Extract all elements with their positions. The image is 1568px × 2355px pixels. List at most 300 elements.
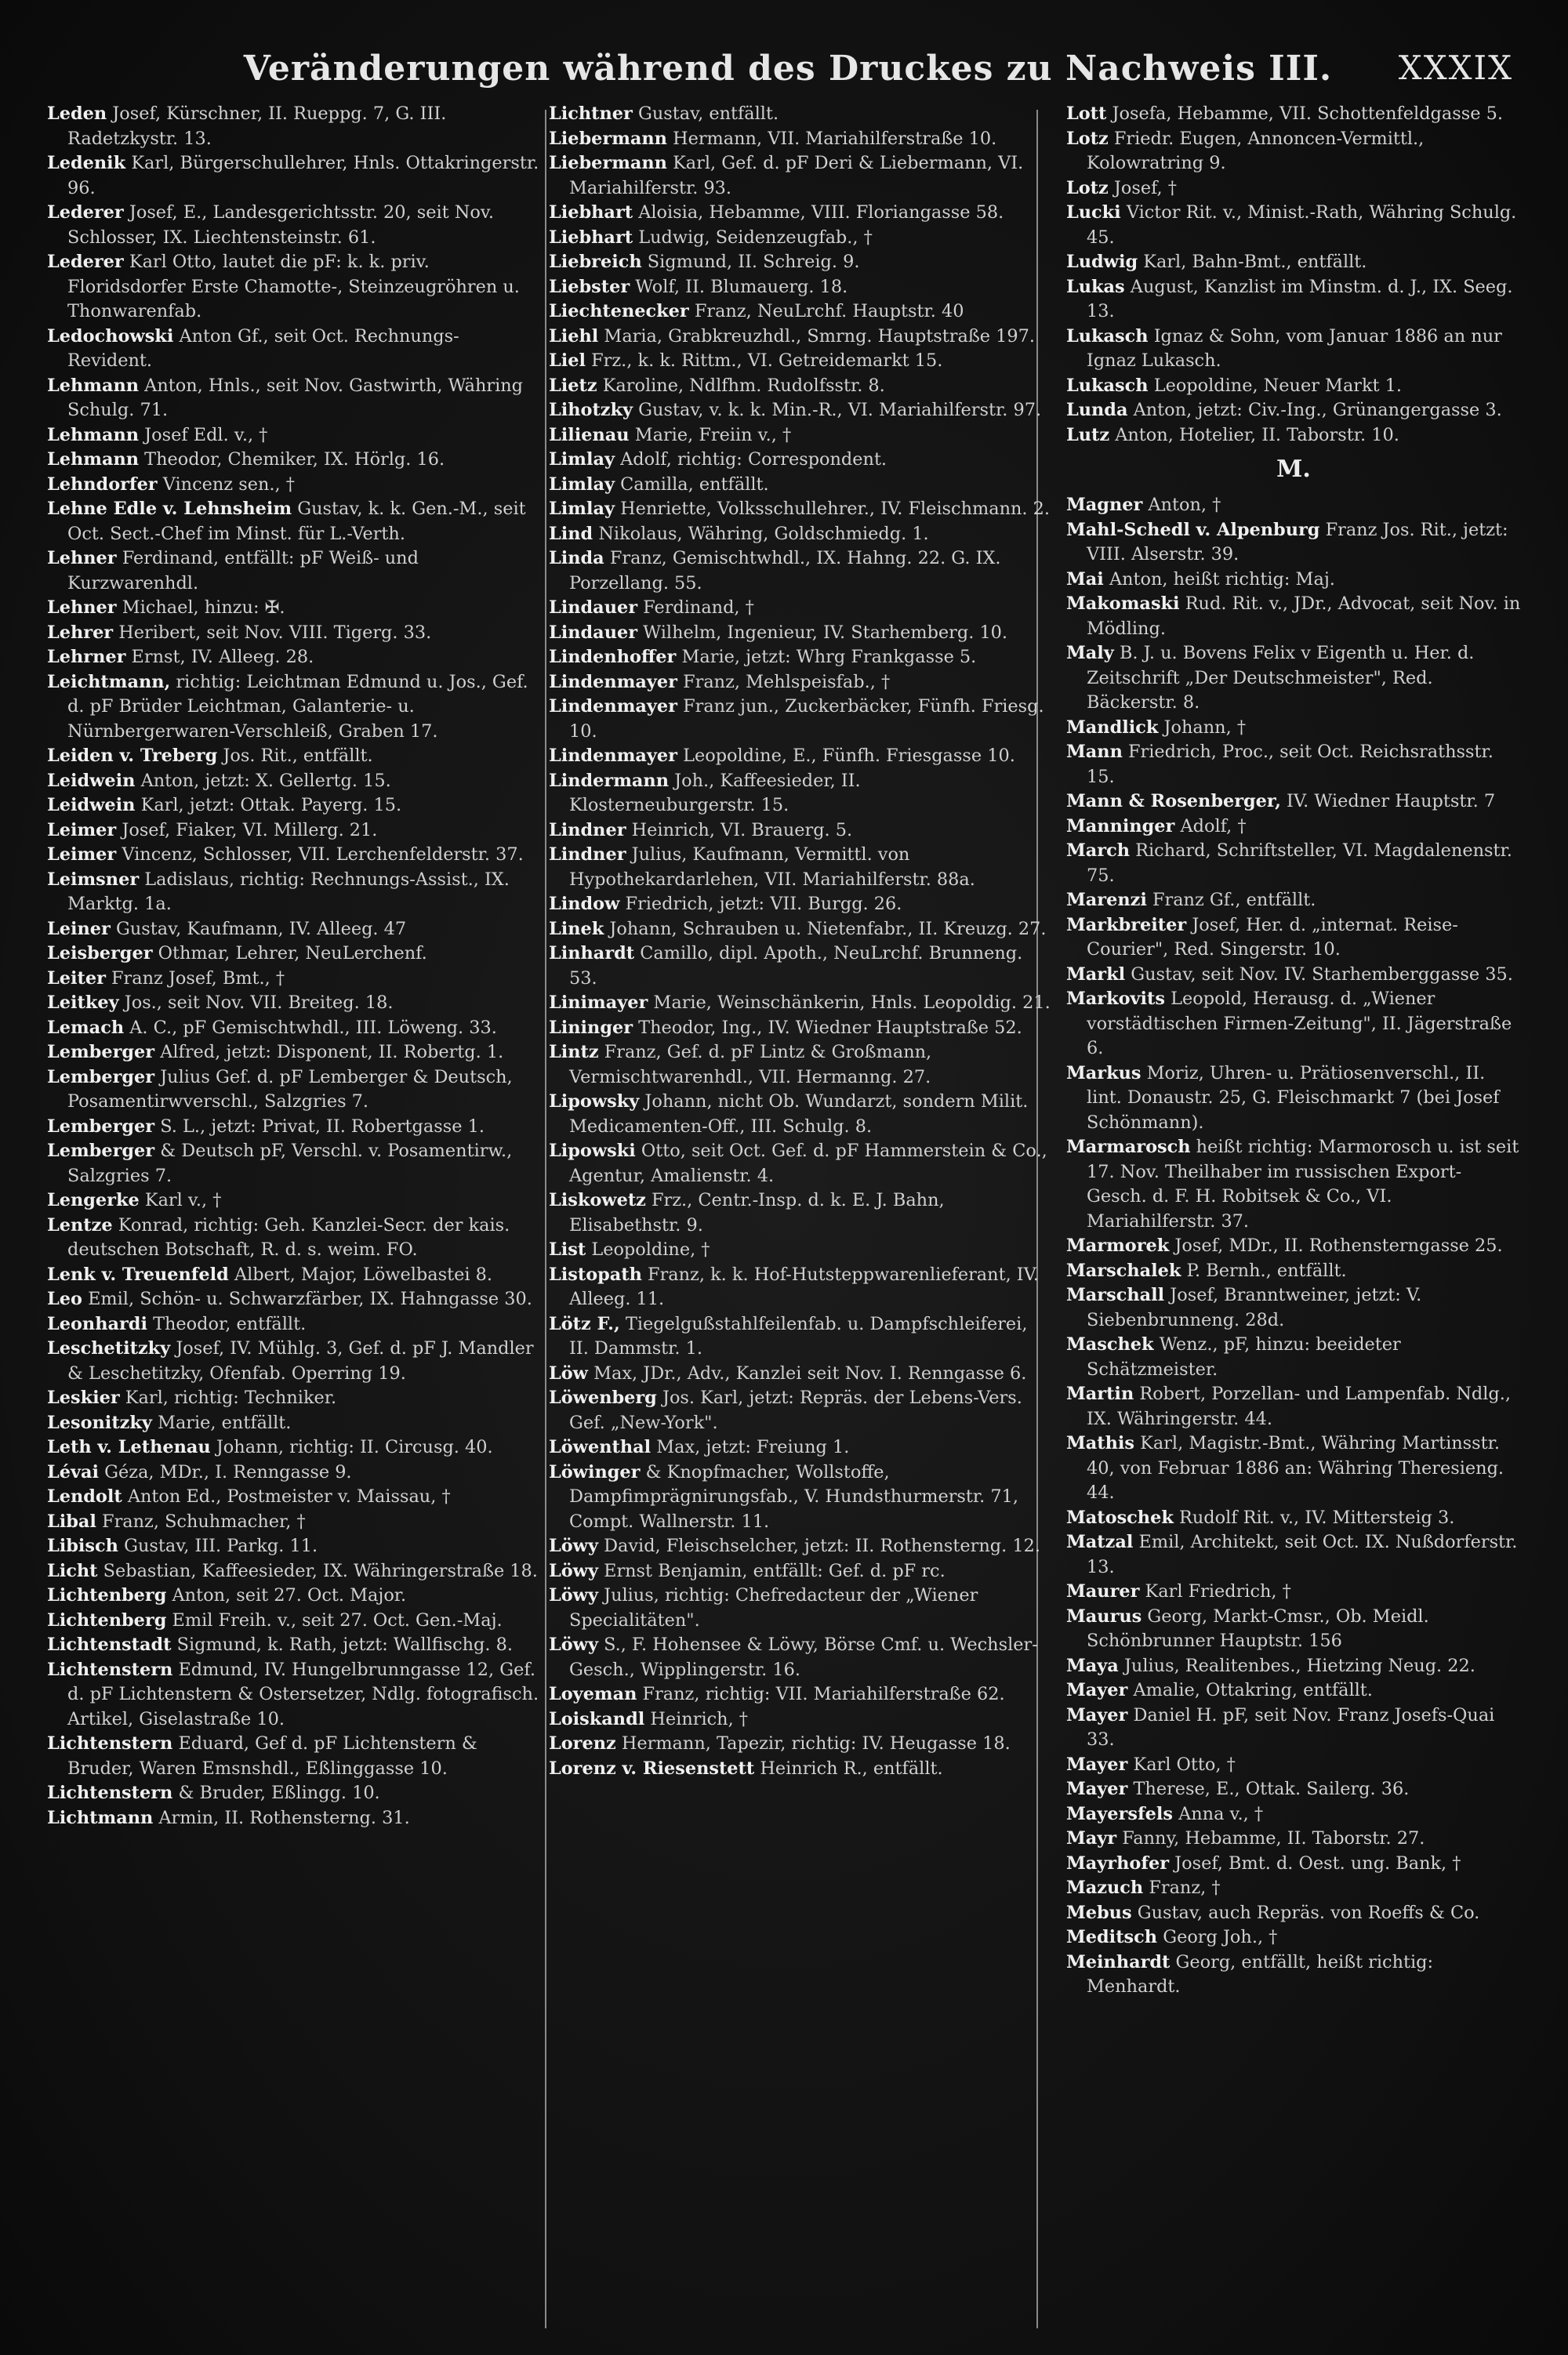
entry-name: Lindermann bbox=[549, 770, 669, 791]
entry-name: Liebreich bbox=[549, 252, 642, 272]
entry-text: Karl, richtig: Techniker. bbox=[125, 1388, 337, 1408]
directory-entry bbox=[549, 645, 1051, 670]
entry-text: Nikolaus, Währing, Goldschmiedg. 1. bbox=[598, 523, 929, 544]
entry-text: Josef, MDr., II. Rothensterngasse 25. bbox=[1174, 1236, 1503, 1256]
directory-entry bbox=[47, 1214, 541, 1263]
entry-text: Gustav, k. k. Gen.-M., seit Oct. Sect.-Chef im Minst. für L.-Verth. bbox=[67, 499, 526, 544]
entry-text: Marie, Weinschänkerin, Hnls. Leopoldig. 21. bbox=[653, 992, 1051, 1013]
entry-text: Géza, MDr., I. Renngasse 9. bbox=[104, 1461, 352, 1482]
entry-name: Lindenhoffer bbox=[549, 647, 677, 667]
entry-text: Anton, Hotelier, II. Taborstr. 10. bbox=[1115, 424, 1399, 445]
entry-name: Lendolt bbox=[47, 1486, 122, 1507]
entry-name: Mayer bbox=[1066, 1779, 1128, 1799]
directory-entry bbox=[549, 1732, 1051, 1757]
directory-entry bbox=[1066, 176, 1521, 201]
entry-name: Lichtenstadt bbox=[47, 1635, 172, 1655]
column-middle bbox=[549, 102, 1051, 2321]
directory-entry bbox=[1066, 102, 1521, 127]
entry-name: Liehl bbox=[549, 325, 599, 347]
directory-entry bbox=[1066, 740, 1521, 789]
entry-text: Hermann, Tapezir, richtig: IV. Heugasse 18. bbox=[621, 1733, 1011, 1754]
entry-text: Ludwig, Seidenzeugfab., † bbox=[638, 227, 873, 248]
entry-text: Franz Jos. Rit., jetzt: VIII. Alserstr. 39. bbox=[1087, 519, 1508, 564]
directory-entry bbox=[549, 1188, 1051, 1238]
entry-name: Lipowsky bbox=[549, 1091, 640, 1112]
entry-name: Lévai bbox=[47, 1461, 100, 1482]
directory-entry bbox=[47, 1485, 541, 1510]
entry-text: Gustav, entfällt. bbox=[637, 103, 779, 124]
directory-entry bbox=[549, 1461, 1051, 1535]
entry-text: Amalie, Ottakring, entfällt. bbox=[1133, 1680, 1373, 1700]
directory-entry bbox=[549, 349, 1051, 374]
directory-entry bbox=[549, 325, 1051, 350]
directory-entry bbox=[549, 546, 1051, 596]
directory-entry bbox=[1066, 1135, 1521, 1234]
entry-name: Leimer bbox=[47, 844, 117, 865]
entry-text: Franz Josef, Bmt., † bbox=[111, 967, 285, 989]
directory-entry bbox=[47, 868, 541, 917]
entry-name: Linda bbox=[549, 548, 604, 568]
entry-name: Lichtenberg bbox=[47, 1609, 167, 1631]
entry-text: Josef, Fiaker, VI. Millerg. 21. bbox=[122, 819, 378, 840]
entry-text: Rud. Rit. v., JDr., Advocat, seit Nov. in Mödling. bbox=[1087, 593, 1521, 639]
entry-text: August, Kanzlist im Minstm. d. J., IX. Seeg. 13. bbox=[1087, 276, 1513, 321]
entry-text: Franz jun., Zuckerbäcker, Fünfh. Friesg. 10. bbox=[569, 696, 1044, 742]
entry-text: Franz, Gef. d. pF Lintz & Großmann, Vermischtwarenhdl., VII. Hermanng. 27. bbox=[569, 1042, 932, 1087]
entry-name: Markbreiter bbox=[1066, 914, 1187, 935]
directory-entry bbox=[549, 497, 1051, 522]
directory-entry bbox=[549, 818, 1051, 844]
entry-text: Rudolf Rit. v., IV. Mittersteig 3. bbox=[1178, 1507, 1455, 1528]
entry-name: Leonhardi bbox=[47, 1313, 147, 1334]
entry-name: Mayer bbox=[1066, 1704, 1128, 1725]
entry-text: Franz, k. k. Hof-Hutsteppwarenlieferant, IV. Alleeg. 11. bbox=[569, 1264, 1040, 1309]
directory-columns bbox=[47, 102, 1521, 2321]
entry-text: Theodor, entfällt. bbox=[153, 1313, 307, 1334]
entry-name: Lichtenstern bbox=[47, 1783, 173, 1803]
entry-text: IV. Wiedner Hauptstr. 7 bbox=[1287, 791, 1496, 811]
directory-entry bbox=[549, 1139, 1051, 1188]
entry-text: Leopoldine, Neuer Markt 1. bbox=[1153, 375, 1403, 396]
entry-name: Liebermann bbox=[549, 153, 667, 173]
directory-entry bbox=[47, 448, 541, 473]
entry-name: Lindner bbox=[549, 844, 626, 865]
page-number: XXXIX bbox=[1398, 49, 1513, 87]
entry-name: Mandlick bbox=[1066, 717, 1159, 738]
entry-text: richtig: Leichtman Edmund u. Jos., Gef. d. pF Brüder Leichtman, Galanterie- u. Nürnbergerwaren-Verschleiß, Graben 17. bbox=[67, 671, 528, 742]
directory-entry bbox=[47, 1287, 541, 1312]
entry-name: Lehrner bbox=[47, 647, 126, 667]
entry-name: Lehne Edle v. Lehnsheim bbox=[47, 499, 292, 519]
entry-text: Anton, † bbox=[1148, 495, 1221, 515]
entry-name: Mann bbox=[1066, 742, 1123, 762]
directory-entry bbox=[1066, 789, 1521, 815]
directory-entry bbox=[47, 1386, 541, 1411]
entry-text: Jos. Karl, jetzt: Repräs. der Lebens-Vers. Gef. „New-York". bbox=[569, 1388, 1022, 1433]
entry-text: Daniel H. pF, seit Nov. Franz Josefs-Quai 33. bbox=[1087, 1704, 1495, 1750]
entry-name: Maya bbox=[1066, 1655, 1119, 1676]
directory-entry bbox=[549, 1362, 1051, 1387]
directory-entry bbox=[47, 793, 541, 818]
directory-entry bbox=[1066, 518, 1521, 568]
entry-text: Georg Joh., † bbox=[1163, 1927, 1278, 1947]
entry-name: Lipowski bbox=[549, 1141, 636, 1161]
entry-name: Liebhart bbox=[549, 202, 633, 223]
entry-name: Markus bbox=[1066, 1062, 1142, 1083]
entry-text: Johann, nicht Ob. Wundarzt, sondern Milit. Medicamenten-Off., III. Schulg. 8. bbox=[569, 1091, 1029, 1137]
directory-entry bbox=[47, 1337, 541, 1386]
entry-name: Marmorek bbox=[1066, 1236, 1170, 1256]
entry-name: Mann & Rosenberger, bbox=[1066, 791, 1281, 811]
directory-entry bbox=[549, 769, 1051, 818]
directory-entry bbox=[549, 843, 1051, 892]
directory-entry bbox=[47, 917, 541, 942]
entry-name: Lindner bbox=[549, 819, 626, 840]
entry-name: Lindenmayer bbox=[549, 746, 677, 766]
entry-text: Leopoldine, † bbox=[591, 1239, 710, 1260]
directory-entry bbox=[47, 151, 541, 201]
entry-name: Lietz bbox=[549, 375, 597, 396]
entry-name: Lunda bbox=[1066, 400, 1128, 420]
entry-text: Ernst, IV. Alleeg. 28. bbox=[131, 647, 314, 667]
entry-name: Leschetitzky bbox=[47, 1338, 171, 1359]
entry-text: Marie, jetzt: Whrg Frankgasse 5. bbox=[681, 647, 977, 667]
entry-text: Ernst Benjamin, entfällt: Gef. d. pF rc. bbox=[604, 1560, 946, 1581]
entry-text: Josef, Kürschner, II. Rueppg. 7, G. III. Radetzkystr. 13. bbox=[67, 103, 447, 149]
directory-entry bbox=[1066, 275, 1521, 325]
entry-text: Othmar, Lehrer, NeuLerchenf. bbox=[158, 943, 427, 963]
entry-text: Wenz., pF, hinzu: beeideter Schätzmeister. bbox=[1087, 1334, 1401, 1380]
entry-text: Gustav, auch Repräs. von Roeffs & Co. bbox=[1137, 1902, 1480, 1923]
entry-name: Lentze bbox=[47, 1214, 113, 1236]
entry-text: Richard, Schriftsteller, VI. Magdalenenstr. 75. bbox=[1087, 840, 1512, 886]
directory-entry bbox=[549, 201, 1051, 226]
entry-text: Heribert, seit Nov. VIII. Tigerg. 33. bbox=[118, 622, 432, 643]
directory-entry bbox=[549, 102, 1051, 127]
entry-name: Lihotzky bbox=[549, 400, 633, 420]
directory-entry bbox=[549, 1633, 1051, 1682]
entry-text: Moriz, Uhren- u. Prätiosenverschl., II. lint. Donaustr. 25, G. Fleischmarkt 7 (bei Josef Schönmann). bbox=[1087, 1062, 1500, 1133]
entry-text: Anton, seit 27. Oct. Major. bbox=[172, 1585, 407, 1606]
entry-text: Ferdinand, entfällt: pF Weiß- und Kurzwarenhdl. bbox=[67, 548, 419, 593]
entry-text: Wolf, II. Blumauerg. 18. bbox=[635, 276, 848, 297]
entry-text: Franz, NeuLrchf. Hauptstr. 40 bbox=[694, 301, 964, 321]
entry-text: Karl Otto, lautet die pF: k. k. priv. Floridsdorfer Erste Chamotte-, Steinzeugröhren u. Thonwarenfab. bbox=[67, 252, 520, 321]
entry-name: Martin bbox=[1066, 1384, 1134, 1404]
entry-text: Julius, richtig: Chefredacteur der „Wiener Specialitäten". bbox=[569, 1585, 978, 1631]
entry-text: Jos., seit Nov. VII. Breiteg. 18. bbox=[124, 992, 394, 1013]
entry-text: Albert, Major, Löwelbastei 8. bbox=[234, 1264, 492, 1285]
entry-text: David, Fleischselcher, jetzt: II. Rothensterng. 12. bbox=[604, 1536, 1040, 1556]
entry-text: Julius, Realitenbes., Hietzing Neug. 22. bbox=[1123, 1655, 1475, 1676]
page-header bbox=[55, 49, 1521, 103]
entry-name: Leiden v. Treberg bbox=[47, 746, 218, 766]
directory-entry bbox=[47, 670, 541, 745]
entry-name: Leo bbox=[47, 1289, 82, 1309]
directory-entry bbox=[549, 892, 1051, 917]
entry-name: Liebhart bbox=[549, 227, 633, 248]
entry-name: Mayer bbox=[1066, 1680, 1128, 1700]
directory-entry bbox=[47, 497, 541, 546]
entry-name: Leiter bbox=[47, 967, 106, 989]
directory-entry bbox=[47, 1115, 541, 1140]
directory-entry bbox=[1066, 398, 1521, 423]
entry-name: Löwenthal bbox=[549, 1437, 652, 1457]
directory-entry bbox=[1066, 1382, 1521, 1432]
entry-name: Lininger bbox=[549, 1017, 633, 1038]
entry-text: & Deutsch pF, Verschl. v. Posamentirw., Salzgries 7. bbox=[67, 1141, 513, 1186]
directory-entry bbox=[549, 744, 1051, 769]
entry-text: P. Bernh., entfällt. bbox=[1186, 1260, 1347, 1281]
entry-text: Georg, Markt-Cmsr., Ob. Meidl. Schönbrunner Hauptstr. 156 bbox=[1087, 1606, 1429, 1651]
entry-text: Armin, II. Rothensterng. 31. bbox=[158, 1807, 410, 1828]
entry-name: Lenk v. Treuenfeld bbox=[47, 1264, 229, 1285]
entry-text: Ladislaus, richtig: Rechnungs-Assist., IX. Marktg. 1a. bbox=[67, 869, 510, 914]
directory-entry bbox=[549, 1435, 1051, 1461]
entry-text: Camilla, entfällt. bbox=[620, 474, 769, 495]
entry-text: Johann, Schrauben u. Nietenfabr., II. Kreuzg. 27. bbox=[609, 918, 1047, 939]
directory-entry bbox=[1066, 1333, 1521, 1382]
entry-text: Henriette, Volksschullehrer., IV. Fleischmann. 2. bbox=[620, 499, 1051, 519]
directory-entry bbox=[549, 1016, 1051, 1041]
directory-entry bbox=[549, 1238, 1051, 1263]
entry-name: Ludwig bbox=[1066, 252, 1138, 272]
entry-text: Michael, hinzu: ✠. bbox=[122, 597, 285, 618]
entry-name: Ledochowski bbox=[47, 325, 174, 347]
directory-entry bbox=[1066, 888, 1521, 913]
directory-entry bbox=[47, 1534, 541, 1559]
entry-text: Therese, E., Ottak. Sailerg. 36. bbox=[1133, 1779, 1410, 1799]
directory-entry bbox=[1066, 1925, 1521, 1950]
entry-name: Lemberger bbox=[47, 1066, 155, 1087]
entry-name: Limlay bbox=[549, 474, 615, 495]
entry-text: Gustav, v. k. k. Min.-R., VI. Mariahilferstr. 97. bbox=[638, 400, 1042, 420]
directory-entry bbox=[549, 1312, 1051, 1362]
directory-entry bbox=[1066, 815, 1521, 840]
entry-name: Leimsner bbox=[47, 869, 140, 890]
entry-text: Karl Friedrich, † bbox=[1145, 1581, 1291, 1602]
entry-name: Markl bbox=[1066, 963, 1126, 985]
entry-text: Ignaz & Sohn, vom Januar 1886 an nur Ignaz Lukasch. bbox=[1087, 325, 1502, 371]
directory-entry bbox=[549, 374, 1051, 399]
directory-entry bbox=[1066, 325, 1521, 374]
entry-text: Heinrich, VI. Brauerg. 5. bbox=[631, 819, 853, 840]
entry-name: Maurus bbox=[1066, 1606, 1142, 1627]
directory-entry bbox=[47, 423, 541, 448]
entry-text: Leopold, Herausg. d. „Wiener vorstädtischen Firmen-Zeitung", II. Jägerstraße 6. bbox=[1087, 989, 1512, 1058]
entry-name: Makomaski bbox=[1066, 593, 1180, 614]
directory-entry bbox=[47, 1461, 541, 1486]
directory-entry bbox=[549, 226, 1051, 251]
entry-text: Ferdinand, † bbox=[643, 597, 754, 618]
directory-entry bbox=[47, 818, 541, 844]
directory-entry bbox=[549, 1263, 1051, 1312]
directory-entry bbox=[1066, 374, 1521, 399]
directory-entry bbox=[549, 695, 1051, 744]
directory-entry bbox=[549, 423, 1051, 448]
directory-entry bbox=[1066, 641, 1521, 716]
directory-entry bbox=[1066, 987, 1521, 1061]
directory-entry bbox=[47, 1435, 541, 1461]
directory-entry bbox=[47, 201, 541, 250]
entry-name: Maly bbox=[1066, 643, 1114, 663]
entry-text: Josef, Her. d. „internat. Reise-Courier", Red. Singerstr. 10. bbox=[1087, 914, 1458, 960]
entry-text: Camillo, dipl. Apoth., NeuLrchf. Brunneng. 53. bbox=[569, 943, 1023, 989]
directory-entry bbox=[47, 967, 541, 992]
entry-text: Sebastian, Kaffeesieder, IX. Währingerstraße 18. bbox=[103, 1560, 538, 1581]
entry-name: Lind bbox=[549, 523, 593, 544]
entry-name: Löwy bbox=[549, 1560, 598, 1581]
entry-name: Lindauer bbox=[549, 622, 638, 643]
directory-entry bbox=[549, 1090, 1051, 1139]
directory-entry bbox=[47, 1658, 541, 1733]
directory-entry bbox=[1066, 1283, 1521, 1333]
entry-text: Josef, † bbox=[1113, 177, 1177, 198]
directory-entry bbox=[1066, 1753, 1521, 1778]
entry-text: Edmund, IV. Hungelbrunngasse 12, Gef. d. pF Lichtenstern & Ostersetzer, Ndlg. fotografisch. Artikel, Giselastraße 10. bbox=[67, 1659, 539, 1729]
entry-name: Leidwein bbox=[47, 795, 136, 815]
entry-text: Otto, seit Oct. Gef. d. pF Hammerstein & Co., Agentur, Amalienstr. 4. bbox=[569, 1141, 1047, 1186]
directory-entry bbox=[1066, 716, 1521, 741]
entry-text: Karl, Bürgerschullehrer, Hnls. Ottakringerstr. 96. bbox=[67, 153, 539, 198]
entry-name: Lucki bbox=[1066, 202, 1121, 223]
page-title: Veränderungen während des Druckes zu Nachweis III. bbox=[243, 49, 1333, 89]
entry-name: Lederer bbox=[47, 252, 124, 272]
entry-name: Leisberger bbox=[47, 943, 153, 963]
directory-entry bbox=[549, 670, 1051, 695]
directory-entry bbox=[1066, 1654, 1521, 1679]
entry-name: Mai bbox=[1066, 568, 1104, 590]
entry-text: Emil Freih. v., seit 27. Oct. Gen.-Maj. bbox=[172, 1609, 503, 1631]
directory-entry bbox=[47, 769, 541, 794]
entry-name: Lehrer bbox=[47, 622, 114, 643]
directory-entry bbox=[1066, 1506, 1521, 1531]
entry-name: Maurer bbox=[1066, 1581, 1140, 1602]
directory-entry bbox=[47, 991, 541, 1016]
entry-name: Leichtmann, bbox=[47, 671, 171, 692]
entry-text: Aloisia, Hebamme, VIII. Floriangasse 58. bbox=[638, 202, 1004, 223]
entry-text: Franz Gf., entfällt. bbox=[1152, 890, 1316, 910]
entry-name: Lengerke bbox=[47, 1190, 140, 1210]
directory-entry bbox=[47, 1781, 541, 1806]
entry-text: Emil, Schön- u. Schwarzfärber, IX. Hahngasse 30. bbox=[88, 1289, 532, 1309]
directory-entry bbox=[549, 448, 1051, 473]
entry-text: Adolf, † bbox=[1180, 815, 1247, 836]
entry-name: Matzal bbox=[1066, 1532, 1134, 1552]
column-left bbox=[47, 102, 541, 2321]
entry-name: Lötz F., bbox=[549, 1313, 620, 1334]
entry-text: heißt richtig: Marmorosch u. ist seit 17. Nov. Theilhaber im russischen Export-Gesch. d. F. H. Robitsek & Co., VI. Mariahilferstr. 37. bbox=[1087, 1137, 1519, 1232]
directory-entry bbox=[47, 1263, 541, 1288]
entry-name: Lichtner bbox=[549, 103, 633, 124]
directory-entry bbox=[1066, 1605, 1521, 1654]
entry-name: Lichtenstern bbox=[47, 1733, 173, 1754]
directory-entry bbox=[1066, 423, 1521, 448]
directory-entry bbox=[549, 1757, 1051, 1782]
entry-text: Gustav, seit Nov. IV. Starhemberggasse 35. bbox=[1131, 963, 1513, 985]
entry-name: Löwy bbox=[549, 1635, 598, 1655]
directory-entry bbox=[47, 1609, 541, 1634]
entry-text: Josef, IV. Mühlg. 3, Gef. d. pF J. Mandler & Leschetitzky, Ofenfab. Operring 19. bbox=[67, 1338, 534, 1384]
directory-entry bbox=[1066, 1802, 1521, 1827]
directory-entry bbox=[549, 275, 1051, 300]
entry-text: Franz, † bbox=[1149, 1878, 1221, 1898]
entry-text: Tiegelgußstahlfeilenfab. u. Dampfschleiferei, II. Dammstr. 1. bbox=[569, 1313, 1028, 1359]
entry-text: Franz, Gemischtwhdl., IX. Hahng. 22. G. IX. Porzellang. 55. bbox=[569, 548, 1001, 593]
directory-entry bbox=[549, 1534, 1051, 1559]
directory-entry bbox=[47, 1188, 541, 1214]
entry-name: Leidwein bbox=[47, 770, 136, 791]
entry-name: Loiskandl bbox=[549, 1708, 645, 1729]
entry-text: Konrad, richtig: Geh. Kanzlei-Secr. der kais. deutschen Botschaft, R. d. s. weim. FO. bbox=[67, 1214, 510, 1260]
entry-text: Josef, Bmt. d. Oest. ung. Bank, † bbox=[1174, 1852, 1461, 1874]
entry-name: Linhardt bbox=[549, 943, 635, 963]
entry-text: Sigmund, k. Rath, jetzt: Wallfischg. 8. bbox=[176, 1635, 513, 1655]
entry-text: Fanny, Hebamme, II. Taborstr. 27. bbox=[1122, 1828, 1425, 1849]
directory-entry bbox=[47, 1065, 541, 1115]
entry-name: Leden bbox=[47, 103, 107, 124]
entry-name: Lotz bbox=[1066, 128, 1109, 149]
entry-text: B. J. u. Bovens Felix v Eigenth u. Her. d. Zeitschrift „Der Deutschmeister", Red. Bäckerstr. 8. bbox=[1087, 643, 1475, 713]
directory-entry bbox=[47, 1016, 541, 1041]
entry-text: Josef Edl. v., † bbox=[144, 424, 268, 445]
entry-text: Max, JDr., Adv., Kanzlei seit Nov. I. Renngasse 6. bbox=[593, 1363, 1027, 1384]
entry-name: Limlay bbox=[549, 449, 615, 470]
directory-entry bbox=[549, 299, 1051, 325]
entry-text: Franz, Mehlspeisfab., † bbox=[683, 671, 891, 692]
entry-name: List bbox=[549, 1239, 586, 1260]
directory-entry bbox=[549, 1707, 1051, 1733]
entry-name: Licht bbox=[47, 1560, 98, 1581]
entry-name: Limlay bbox=[549, 499, 615, 519]
entry-text: Gustav, III. Parkg. 11. bbox=[124, 1536, 318, 1556]
entry-text: Friedrich, jetzt: VII. Burgg. 26. bbox=[625, 894, 902, 914]
directory-entry bbox=[1066, 1432, 1521, 1506]
entry-name: Löwy bbox=[549, 1585, 598, 1606]
entry-name: Lindenmayer bbox=[549, 696, 677, 717]
entry-text: & Knopfmacher, Wollstoffe, Dampfimprägnirungsfab., V. Hundsthurmerstr. 71, Compt. Wallnerstr. 11. bbox=[569, 1461, 1019, 1532]
entry-text: Theodor, Ing., IV. Wiedner Hauptstraße 52. bbox=[638, 1017, 1022, 1038]
entry-name: Lindenmayer bbox=[549, 671, 677, 692]
directory-entry bbox=[1066, 568, 1521, 593]
directory-entry bbox=[47, 645, 541, 670]
directory-entry bbox=[1066, 1580, 1521, 1605]
directory-entry bbox=[1066, 127, 1521, 176]
entry-name: Leskier bbox=[47, 1388, 120, 1408]
entry-text: Josef, Branntweiner, jetzt: V. Siebenbrunneng. 28d. bbox=[1087, 1285, 1422, 1330]
entry-text: Karl v., † bbox=[144, 1190, 222, 1210]
directory-entry bbox=[47, 1510, 541, 1535]
entry-name: Lukasch bbox=[1066, 325, 1149, 347]
entry-name: Löwinger bbox=[549, 1461, 641, 1482]
directory-entry bbox=[549, 398, 1051, 423]
directory-entry bbox=[1066, 1530, 1521, 1580]
entry-text: Jos. Rit., entfällt. bbox=[223, 746, 373, 766]
entry-name: Lutz bbox=[1066, 424, 1110, 445]
entry-text: Karl, Gef. d. pF Deri & Liebermann, VI. Mariahilferstr. 93. bbox=[569, 153, 1024, 198]
directory-entry bbox=[1066, 1950, 1521, 2000]
entry-text: Julius, Kaufmann, Vermittl. von Hypothekardarlehen, VII. Mariahilferstr. 88a. bbox=[569, 844, 975, 890]
directory-entry bbox=[549, 250, 1051, 275]
directory-entry bbox=[549, 1682, 1051, 1707]
directory-entry bbox=[549, 473, 1051, 498]
entry-name: Lichtmann bbox=[47, 1807, 154, 1828]
entry-text: Anton Ed., Postmeister v. Maissau, † bbox=[127, 1486, 451, 1507]
directory-entry bbox=[1066, 913, 1521, 963]
directory-entry bbox=[1066, 250, 1521, 275]
entry-name: Leitkey bbox=[47, 992, 119, 1013]
entry-text: Max, jetzt: Freiung 1. bbox=[656, 1437, 850, 1457]
